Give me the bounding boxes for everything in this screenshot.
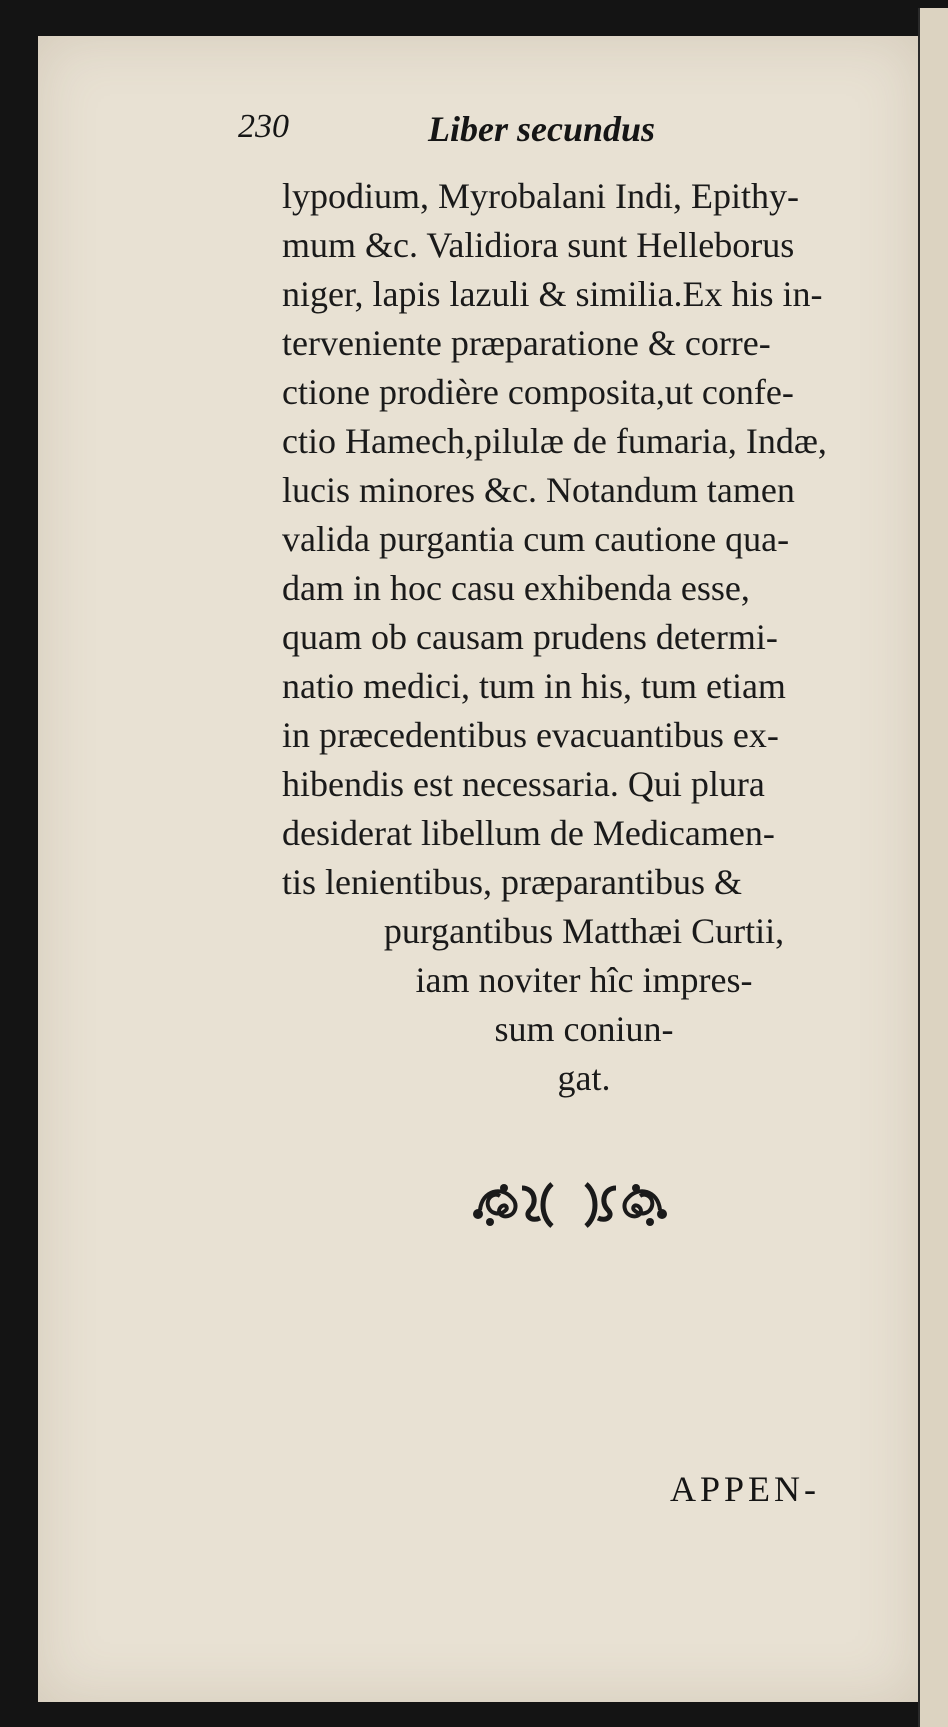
text-line: in præcedentibus evacuantibus ex- [282,715,779,755]
catchword: APPEN- [670,1469,821,1509]
text-line: valida purgantia cum cautione qua- [282,519,790,559]
text-line: ctio Hamech,pilulæ de fumaria, Indæ, [282,421,827,461]
text-line: sum coniun- [494,1009,674,1049]
text-line: tis lenientibus, præparantibus & [282,862,742,902]
running-head: Liber secundus [428,109,656,149]
text-line: terveniente præparatione & corre- [282,323,771,363]
page-header [238,108,758,156]
text-line: lucis minores &c. Notandum tamen [282,470,795,510]
text-line: natio medici, tum in his, tum etiam [282,666,786,706]
adjacent-page-edge [918,8,948,1727]
text-line: iam noviter hîc impres- [415,960,753,1000]
text-line: lypodium, Myrobalani Indi, Epithy- [282,176,799,216]
text-line: purgantibus Matthæi Curtii, [383,911,785,951]
text-line: ctione prodière composita,ut confe- [282,372,794,412]
text-line: quam ob causam prudens determi- [282,617,778,657]
text-line: niger, lapis lazuli & similia.Ex his in- [282,274,823,314]
text-line: gat. [557,1058,611,1098]
text-line: dam in hoc casu exhibenda esse, [282,568,750,608]
text-line: mum &c. Validiora sunt Helleborus [282,225,795,265]
text-line: hibendis est necessaria. Qui plura [282,764,765,804]
page-number: 230 [238,108,289,145]
text-line: desiderat libellum de Medicamen- [282,813,775,853]
printers-ornament-icon [460,1168,680,1238]
body-text [282,172,886,1103]
